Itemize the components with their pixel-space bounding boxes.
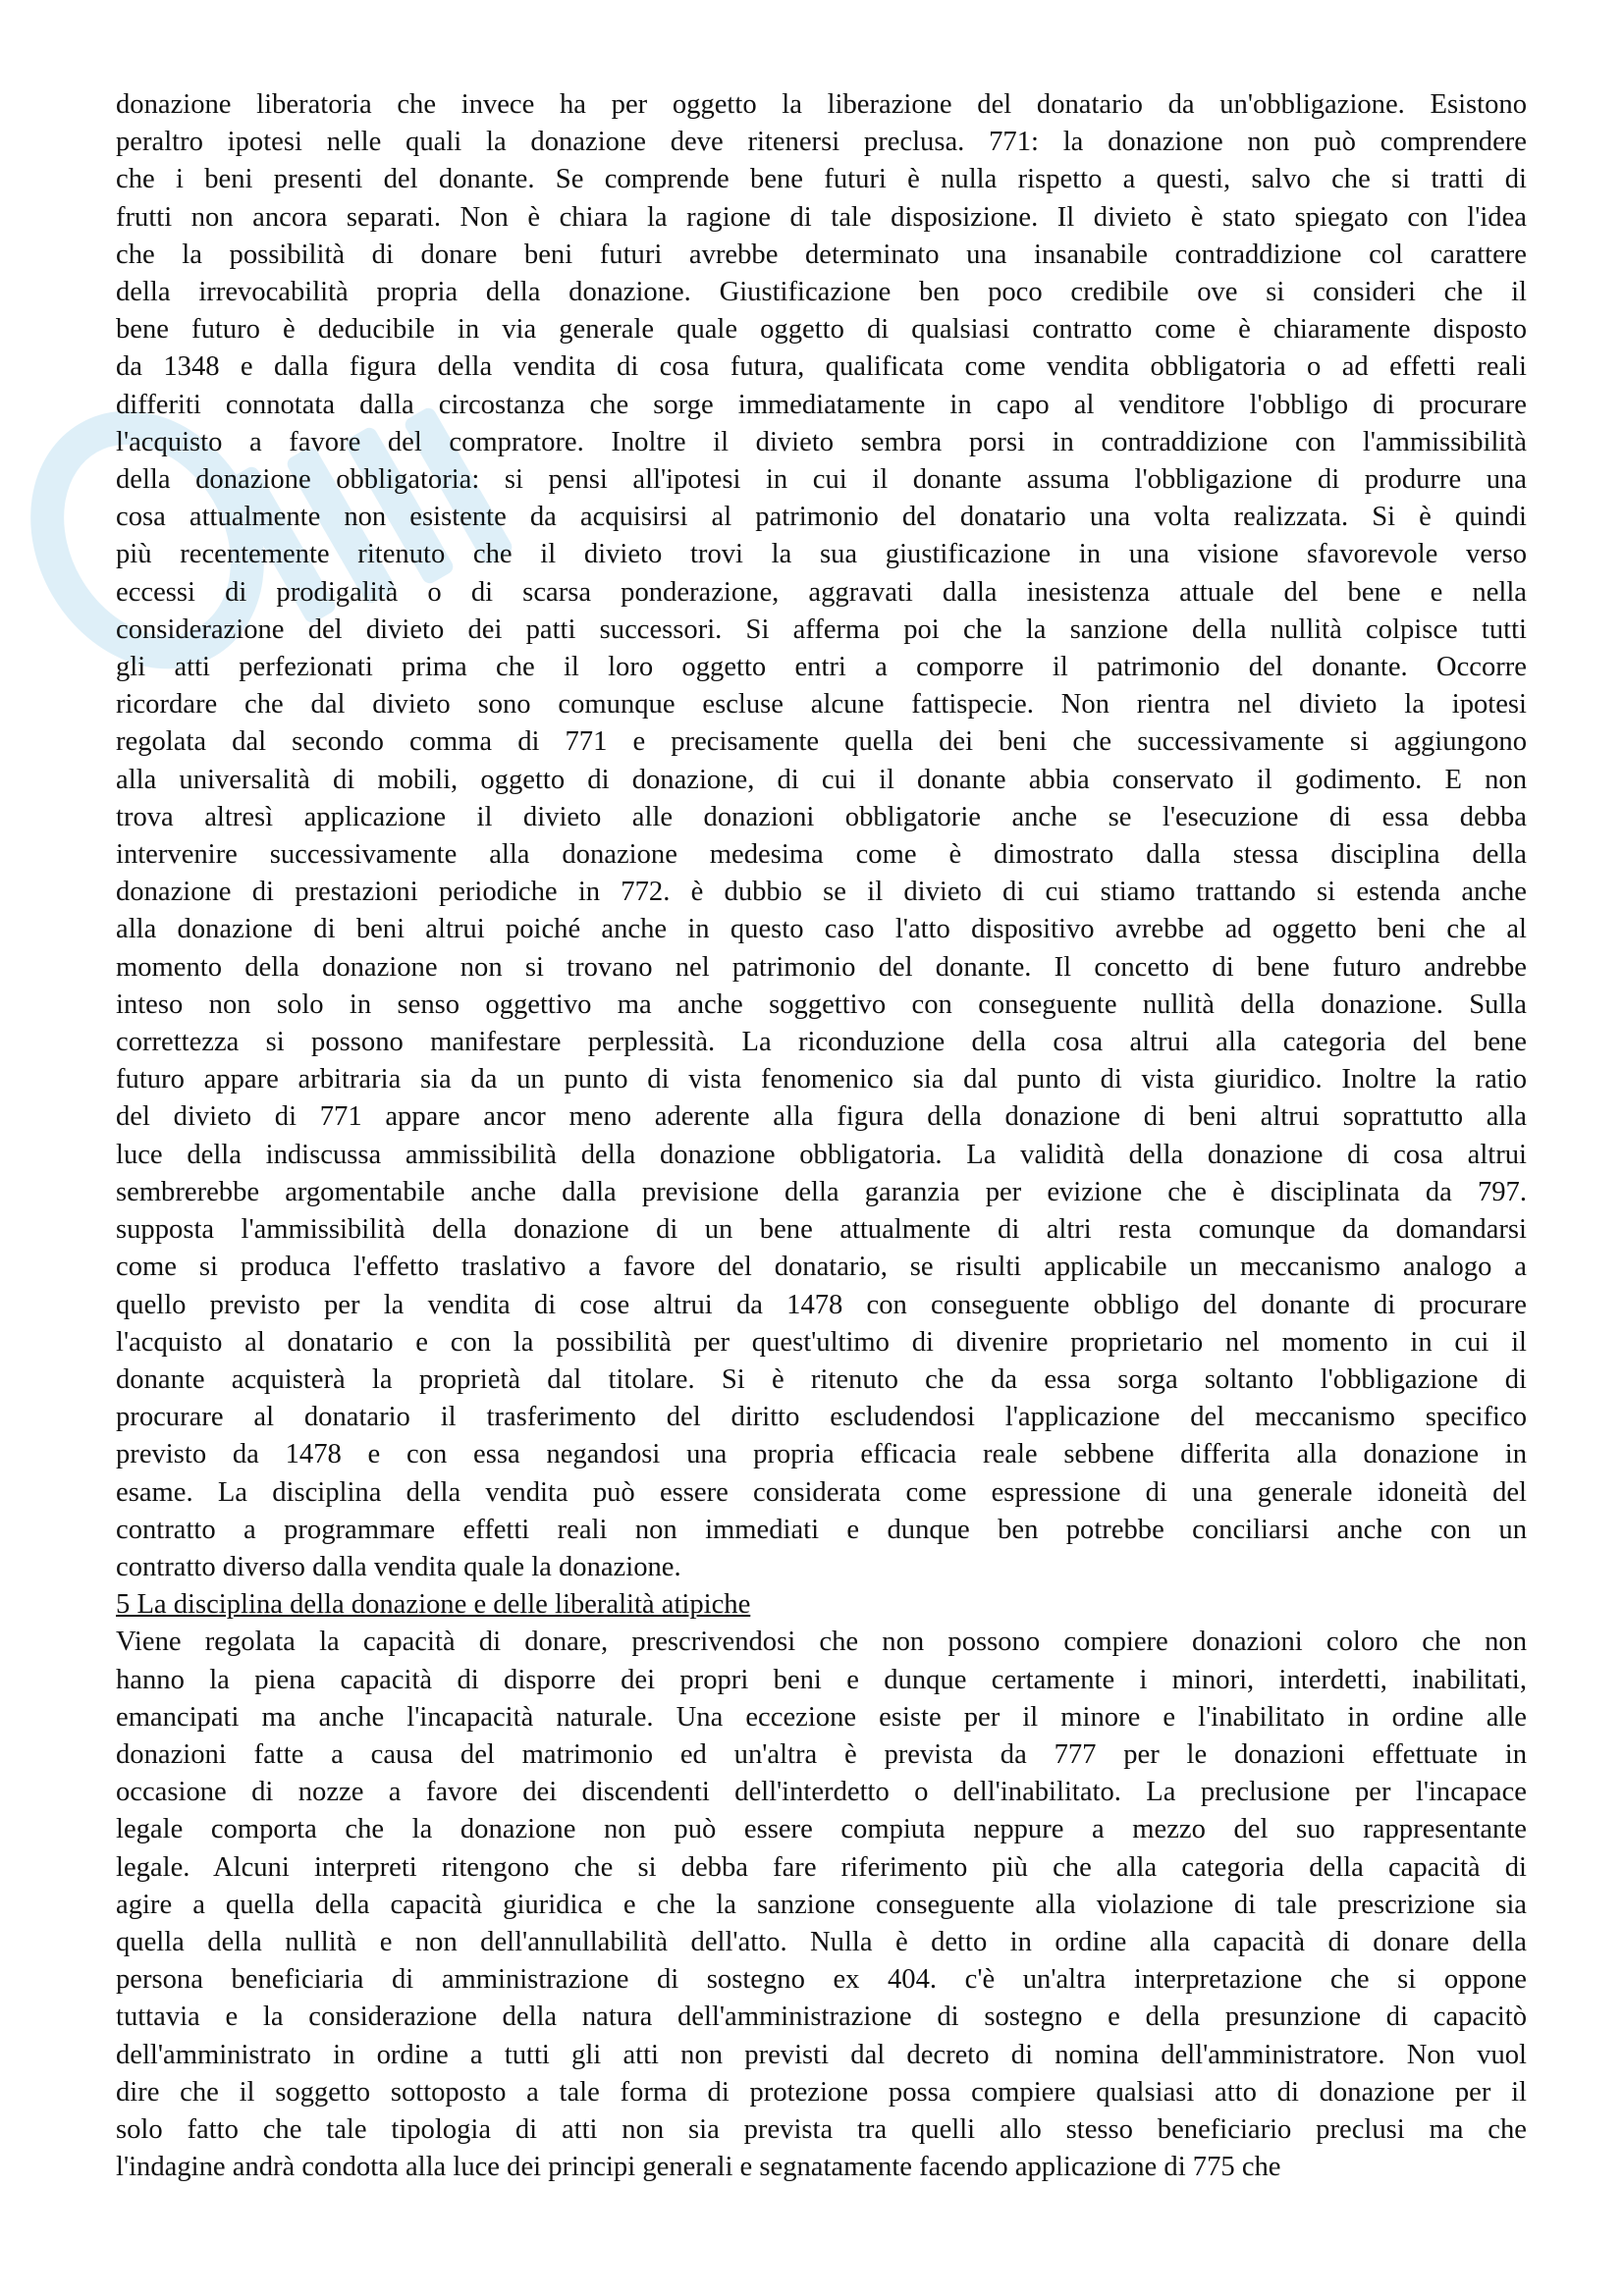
text-line: alla universalità di mobili, oggetto di donazione, di cui il donante abbia conservato il godimento. E non — [116, 764, 1527, 795]
text-line: donante acquisterà la proprietà dal titolare. Si è ritenuto che da essa sorga soltanto l'obbligazione di — [116, 1363, 1527, 1395]
text-line: emancipati ma anche l'incapacità naturale. Una eccezione esiste per il minore e l'inabilitato in ordine alle — [116, 1701, 1527, 1733]
text-line: sembrerebbe argomentabile anche dalla previsione della garanzia per evizione che è disciplinata da 797. — [116, 1176, 1527, 1207]
text-line: dire che il soggetto sottoposto a tale forma di protezione possa compiere qualsiasi atto di donazione per il — [116, 2076, 1527, 2108]
text-line: cosa attualmente non esistente da acquisirsi al patrimonio del donatario una volta realizzata. Si è quindi — [116, 502, 1527, 533]
text-line: esame. La disciplina della vendita può essere considerata come espressione di una generale idoneità del — [116, 1476, 1527, 1508]
text-line: della donazione obbligatoria: si pensi all'ipotesi in cui il donante assuma l'obbligazione di produrre una — [116, 464, 1527, 496]
text-line: inteso non solo in senso oggettivo ma anche soggettivo con conseguente nullità della donazione. Sulla — [116, 988, 1527, 1020]
text-line: eccessi di prodigalità o di scarsa ponderazione, aggravati dalla inesistenza attuale del bene e nella — [116, 576, 1527, 608]
text-line: del divieto di 771 appare ancor meno aderente alla figura della donazione di beni altrui soprattutto alla — [116, 1101, 1527, 1133]
text-line: da 1348 e dalla figura della vendita di cosa futura, qualificata come vendita obbligatoria o ad effetti reali — [116, 351, 1527, 383]
text-line: correttezza si possono manifestare perplessità. La riconduzione della cosa altrui alla categoria del bene — [116, 1027, 1527, 1058]
text-line: occasione di nozze a favore dei discendenti dell'interdetto o dell'inabilitato. La preclusione per l'incapace — [116, 1777, 1527, 1808]
text-line: bene futuro è deducibile in via generale quale oggetto di qualsiasi contratto come è chiaramente disposto — [116, 314, 1527, 346]
text-line: procurare al donatario il trasferimento del diritto escludendosi l'applicazione del meccanismo specifico — [116, 1402, 1527, 1433]
text-line: momento della donazione non si trovano nel patrimonio del donante. Il concetto di bene futuro andrebbe — [116, 951, 1527, 983]
text-line: della irrevocabilità propria della donazione. Giustificazione ben poco credibile ove si consideri che il — [116, 277, 1527, 308]
text-line: contratto a programmare effetti reali non immediati e dunque ben potrebbe conciliarsi anche con un — [116, 1514, 1527, 1545]
section-heading: 5 La disciplina della donazione e delle liberalità atipiche — [116, 1589, 751, 1621]
text-line: che la possibilità di donare beni futuri avrebbe determinato una insanabile contraddizione col carattere — [116, 239, 1527, 270]
text-line: legale comporta che la donazione non può essere compiuta neppure a mezzo del suo rappresentante — [116, 1814, 1527, 1845]
text-line: quello previsto per la vendita di cose altrui da 1478 con conseguente obbligo del donante di procurare — [116, 1289, 1527, 1320]
text-line: donazione di prestazioni periodiche in 772. è dubbio se il divieto di cui stiamo trattando si estenda anche — [116, 877, 1527, 908]
text-line: luce della indiscussa ammissibilità della donazione obbligatoria. La validità della donazione di cosa altrui — [116, 1139, 1527, 1170]
text-line: persona beneficiaria di amministrazione di sostegno ex 404. c'è un'altra interpretazione che si oppone — [116, 1964, 1527, 1996]
text-line: donazioni fatte a causa del matrimonio ed un'altra è prevista da 777 per le donazioni effettuate in — [116, 1738, 1527, 1770]
text-line: contratto diverso dalla vendita quale la donazione. — [116, 1551, 681, 1582]
text-line: supposta l'ammissibilità della donazione di un bene attualmente di altri resta comunque da domandarsi — [116, 1214, 1527, 1246]
text-line: come si produca l'effetto traslativo a favore del donatario, se risulti applicabile un meccanismo analogo a — [116, 1252, 1527, 1283]
text-line: previsto da 1478 e con essa negandosi una propria efficacia reale sebbene differita alla donazione in — [116, 1439, 1527, 1470]
text-line: frutti non ancora separati. Non è chiara la ragione di tale disposizione. Il divieto è stato spiegato con l'idea — [116, 201, 1527, 233]
text-line: solo fatto che tale tipologia di atti non sia prevista tra quelli allo stesso beneficiario preclusi ma che — [116, 2113, 1527, 2145]
text-line: gli atti perfezionati prima che il loro oggetto entri a comporre il patrimonio del donante. Occorre — [116, 652, 1527, 683]
text-line: considerazione del divieto dei patti successori. Si afferma poi che la sanzione della nullità colpisce tutti — [116, 614, 1527, 645]
text-line: più recentemente ritenuto che il divieto trovi la sua giustificazione in una visione sfavorevole verso — [116, 539, 1527, 570]
text-line: trova altresì applicazione il divieto alle donazioni obbligatorie anche se l'esecuzione di essa debba — [116, 801, 1527, 832]
text-line: l'acquisto al donatario e con la possibilità per quest'ultimo di divenire proprietario nel momento in cui il — [116, 1326, 1527, 1358]
text-line: ricordare che dal divieto sono comunque escluse alcune fattispecie. Non rientra nel divieto la ipotesi — [116, 689, 1527, 721]
document-body — [116, 86, 1527, 2186]
text-line: regolata dal secondo comma di 771 e precisamente quella dei beni che successivamente si aggiungono — [116, 726, 1527, 758]
text-line: hanno la piena capacità di disporre dei propri beni e dunque certamente i minori, interdetti, inabilitati, — [116, 1664, 1527, 1695]
text-line: tuttavia e la considerazione della natura dell'amministrazione di sostegno e della presunzione di capacitò — [116, 2002, 1527, 2033]
text-line: differiti connotata dalla circostanza che sorge immediatamente in capo al venditore l'obbligo di procurare — [116, 389, 1527, 420]
text-line: peraltro ipotesi nelle quali la donazione deve ritenersi preclusa. 771: la donazione non può comprendere — [116, 127, 1527, 158]
text-line: quella della nullità e non dell'annullabilità dell'atto. Nulla è detto in ordine alla capacità di donare della — [116, 1926, 1527, 1957]
text-line: futuro appare arbitraria sia da un punto di vista fenomenico sia dal punto di vista giuridico. Inoltre la ratio — [116, 1064, 1527, 1095]
text-line: Viene regolata la capacità di donare, prescrivendosi che non possono compiere donazioni coloro che non — [116, 1627, 1527, 1658]
text-line: intervenire successivamente alla donazione medesima come è dimostrato dalla stessa disciplina della — [116, 839, 1527, 871]
text-line: dell'amministrato in ordine a tutti gli atti non previsti dal decreto di nomina dell'amministratore. Non vuol — [116, 2039, 1527, 2070]
text-line: l'indagine andrà condotta alla luce dei principi generali e segnatamente facendo applicazione di 775 che — [116, 2152, 1281, 2183]
text-line: legale. Alcuni interpreti ritengono che si debba fare riferimento più che alla categoria della capacità di — [116, 1851, 1527, 1883]
text-line: alla donazione di beni altrui poiché anche in questo caso l'atto dispositivo avrebbe ad oggetto beni che al — [116, 914, 1527, 945]
text-line: agire a quella della capacità giuridica e che la sanzione conseguente alla violazione di tale prescrizione sia — [116, 1889, 1527, 1920]
text-line: donazione liberatoria che invece ha per oggetto la liberazione del donatario da un'obbligazione. Esistono — [116, 89, 1527, 120]
text-line: l'acquisto a favore del compratore. Inoltre il divieto sembra porsi in contraddizione con l'ammissibilità — [116, 426, 1527, 457]
text-line: che i beni presenti del donante. Se comprende bene futuri è nulla rispetto a questi, salvo che si tratti di — [116, 164, 1527, 195]
